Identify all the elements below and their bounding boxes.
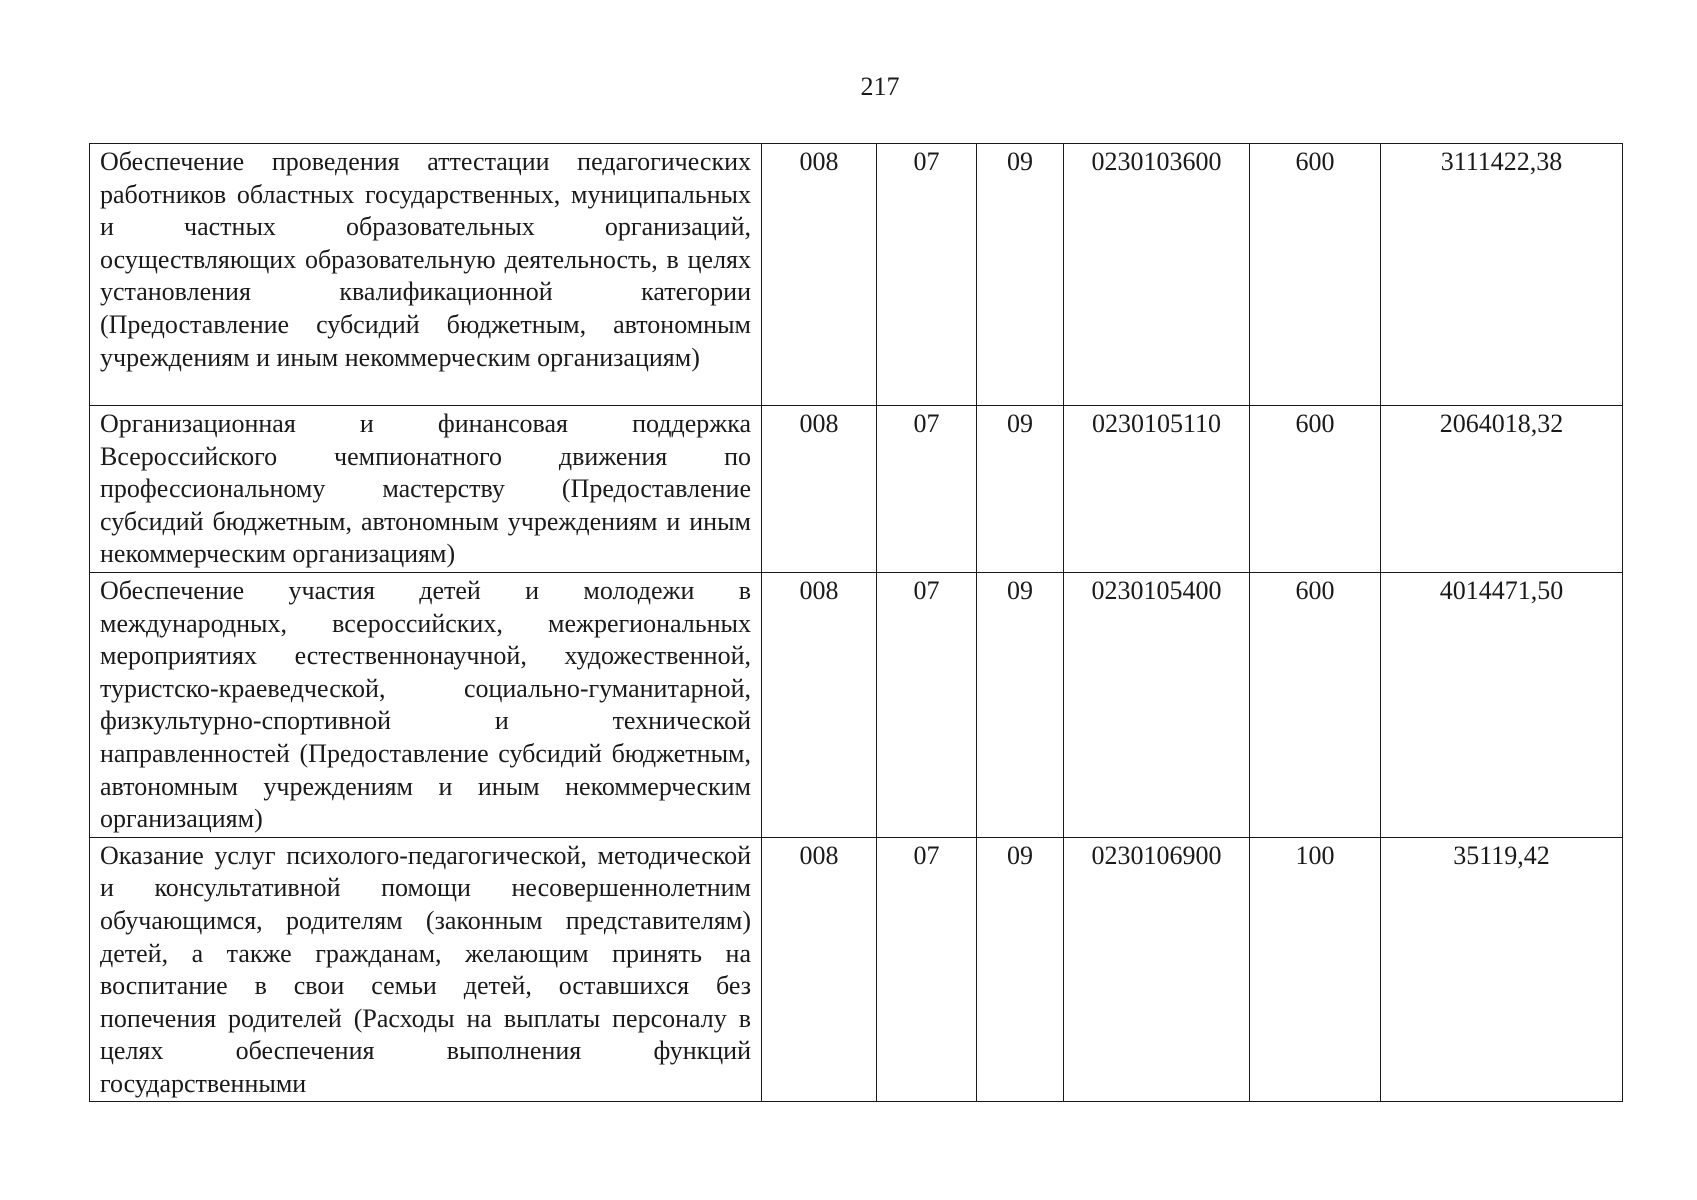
expense-type-code: 600 xyxy=(1250,144,1381,406)
subsection-code: 09 xyxy=(977,406,1064,573)
target-article-code: 0230106900 xyxy=(1064,837,1250,1102)
amount: 35119,42 xyxy=(1381,837,1623,1102)
subsection-code: 09 xyxy=(977,837,1064,1102)
subsection-code: 09 xyxy=(977,572,1064,837)
row-description: Организационная и финансовая поддержка Всероссийского чемпионатного движения по профессиональному мастерству (Предоставление субсидий бюджетным, автономным учреждениям и иным некоммерческим организациям) xyxy=(90,406,762,573)
target-article-code: 0230105110 xyxy=(1064,406,1250,573)
row-description: Оказание услуг психолого-педагогической, методической и консультативной помощи несовершеннолетним обучающимся, родителям (законным представителям) детей, а также гражданам, желающим принять на воспитание в свои семьи детей, оставшихся без попечения родителей (Расходы на выплаты персоналу в целях обеспечения выполнения функций государственными xyxy=(90,837,762,1102)
ministry-code: 008 xyxy=(762,572,877,837)
row-description: Обеспечение участия детей и молодежи в международных, всероссийских, межрегиональных мероприятиях естественнонаучной, художественной, туристско-краеведческой, социально-гуманитарной, физкультурно-спортивной и технической направленностей (Предоставление субсидий бюджетным, автономным учреждениям и иным некоммерческим организациям) xyxy=(90,572,762,837)
target-article-code: 0230105400 xyxy=(1064,572,1250,837)
section-code: 07 xyxy=(877,572,977,837)
target-article-code: 0230103600 xyxy=(1064,144,1250,406)
expense-type-code: 100 xyxy=(1250,837,1381,1102)
page-number: 217 xyxy=(860,72,900,101)
ministry-code: 008 xyxy=(762,406,877,573)
amount: 4014471,50 xyxy=(1381,572,1623,837)
ministry-code: 008 xyxy=(762,144,877,406)
ministry-code: 008 xyxy=(762,837,877,1102)
section-code: 07 xyxy=(877,144,977,406)
budget-table xyxy=(89,143,1623,1102)
amount: 3111422,38 xyxy=(1381,144,1623,406)
row-description: Обеспечение проведения аттестации педагогических работников областных государственных, муниципальных и частных образовательных организаций, осуществляющих образовательную деятельность, в целях установления квалификационной категории (Предоставление субсидий бюджетным, автономным учреждениям и иным некоммерческим организациям) xyxy=(90,144,762,406)
expense-type-code: 600 xyxy=(1250,406,1381,573)
expense-type-code: 600 xyxy=(1250,572,1381,837)
table-row xyxy=(90,144,1623,406)
section-code: 07 xyxy=(877,837,977,1102)
table-row xyxy=(90,406,1623,573)
amount: 2064018,32 xyxy=(1381,406,1623,573)
subsection-code: 09 xyxy=(977,144,1064,406)
table-row xyxy=(90,572,1623,837)
table-row xyxy=(90,837,1623,1102)
section-code: 07 xyxy=(877,406,977,573)
